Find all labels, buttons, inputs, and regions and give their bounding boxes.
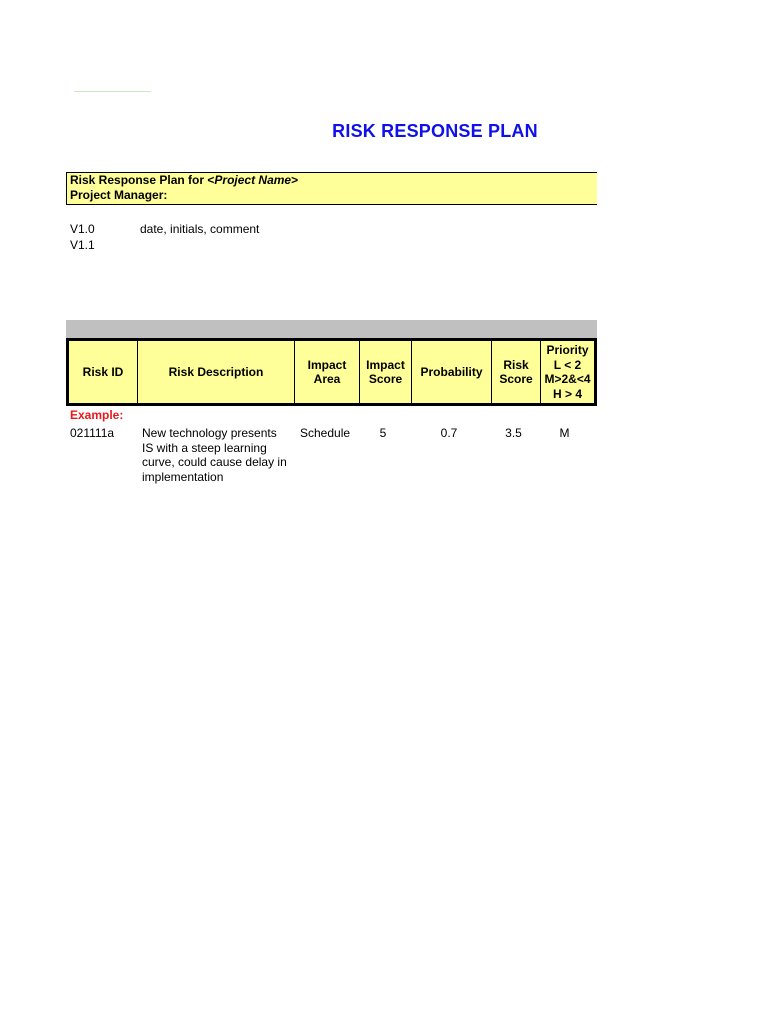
project-name-placeholder: Project Name: [214, 173, 292, 187]
table-header: [66, 338, 597, 406]
cell-priority: M: [559, 426, 570, 440]
col-priority-label-3: M>2&<4: [544, 372, 591, 386]
plan-for-suffix: >: [291, 173, 299, 187]
version-row: [70, 237, 259, 253]
col-risk-description-label: Risk Description: [168, 364, 264, 379]
page-title: RISK RESPONSE PLAN: [332, 121, 538, 141]
plan-for-prefix: Risk Response Plan for <: [70, 173, 215, 187]
col-impact-area-label-1: Impact: [307, 357, 347, 372]
col-impact-score-label-1: Impact: [366, 357, 405, 372]
project-manager-label: Project Manager:: [70, 188, 168, 202]
col-impact-score-label-2: Score: [368, 372, 403, 386]
col-impact-area-label-2: Area: [313, 372, 341, 386]
col-priority-label-4: H > 4: [552, 386, 582, 401]
plan-header-box: [66, 172, 597, 205]
version-note: date, initials, comment: [140, 222, 260, 236]
version-id: V1.1: [70, 238, 95, 252]
col-risk-score-label-1: Risk: [503, 357, 529, 372]
col-priority-label-2: L < 2: [553, 357, 582, 372]
version-history: [70, 221, 259, 253]
cell-risk-description: New technology presents IS with a steep learning curve, could cause delay in implementation: [142, 426, 287, 484]
col-impact-area: [295, 341, 360, 403]
decorative-line: [74, 91, 151, 92]
table-row: [66, 426, 597, 484]
version-id: V1.0: [70, 222, 95, 236]
col-probability-label: Probability: [420, 364, 483, 379]
cell-probability: 0.7: [440, 426, 458, 440]
version-row: [70, 221, 259, 237]
cell-risk-id: 021111a: [70, 426, 115, 440]
col-risk-id: [69, 341, 138, 403]
col-probability: [412, 341, 492, 403]
col-risk-id-label: Risk ID: [82, 364, 124, 379]
col-impact-score: [360, 341, 412, 403]
plan-for-line: [70, 173, 594, 188]
table-top-bar: [66, 320, 597, 338]
example-label: Example:: [70, 408, 124, 422]
cell-risk-score: 3.5: [505, 426, 522, 440]
col-risk-score-label-2: Score: [499, 372, 533, 386]
col-risk-description: [138, 341, 295, 403]
cell-impact-area: Schedule: [300, 426, 351, 440]
col-risk-score: [492, 341, 541, 403]
cell-impact-score: 5: [379, 426, 387, 440]
col-priority-label-1: Priority: [546, 343, 589, 357]
col-priority: [541, 341, 594, 403]
